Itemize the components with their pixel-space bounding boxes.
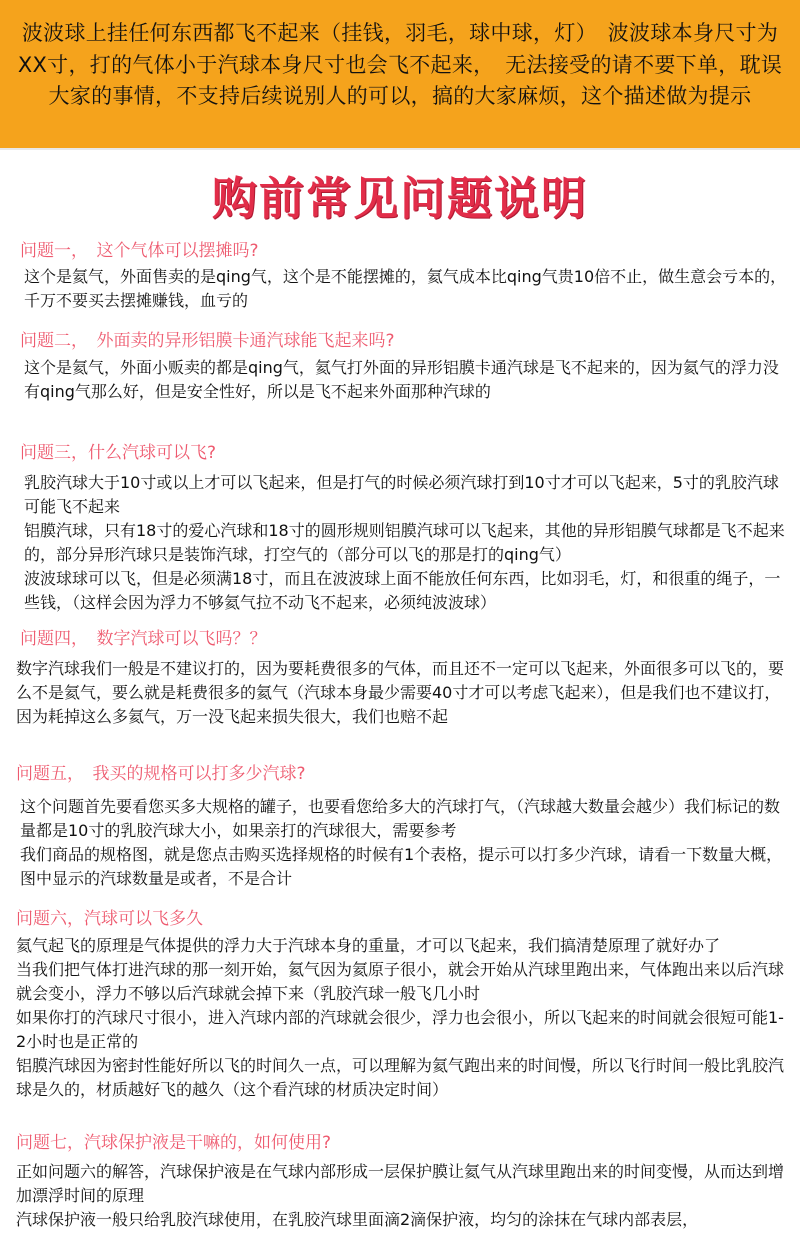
answer-block [24,356,788,404]
answer-paragraph: 波波球球可以飞，但是必须满18寸，而且在波波球上面不能放任何东西，比如羽毛，灯，和很重的绳子，一些钱，（这样会因为浮力不够氦气拉不动飞不起来，必须纯波波球） [24,569,781,612]
question-heading: 问题二， 外面卖的异形铝膜卡通汽球能飞起来吗? [20,331,395,351]
answer-paragraph: 当我们把气体打进汽球的那一刻开始，氦气因为氦原子很小，就会开始从汽球里跑出来，气体跑出来以后汽球就会变小，浮力不够以后汽球就会掉下来（乳胶汽球一般飞几小时 [16,960,785,1003]
answer-paragraph: 氦气起飞的原理是气体提供的浮力大于汽球本身的重量，才可以飞起来，我们搞清楚原理了就好办了 [16,936,721,955]
answer-paragraph: 乳胶汽球大于10寸或以上才可以飞起来，但是打气的时候必须汽球打到10寸才可以飞起来，5寸的乳胶汽球可能飞不起来 [24,473,779,516]
answer-block [16,1160,788,1232]
answer-paragraph: 我们商品的规格图，就是您点击购买选择规格的时候有1个表格，提示可以打多少汽球，请看一下数量大概，图中显示的汽球数量是或者，不是合计 [20,845,783,888]
answer-block [24,471,788,615]
answer-block [20,795,788,891]
page-title: 购前常见问题说明 [211,172,588,225]
warning-banner [0,0,800,148]
question-heading: 问题七，汽球保护液是干嘛的，如何使用? [16,1133,332,1153]
answer-paragraph: 铝膜汽球因为密封性能好所以飞的时间久一点，可以理解为氦气跑出来的时间慢，所以飞行时间一般比乳胶汽球是久的，材质越好飞的越久（这个看汽球的材质决定时间） [16,1056,785,1099]
answer-paragraph: 数字汽球我们一般是不建议打的，因为要耗费很多的气体，而且还不一定可以飞起来，外面很多可以飞的，要么不是氦气，要么就是耗费很多的氦气（汽球本身最少需要40寸才可以考虑飞起来），但是我们也不建议打，因为耗掉这么多氦气，万一没飞起来损失很大，我们也赔不起 [16,659,785,726]
question-heading: 问题一， 这个气体可以摆摊吗? [20,241,259,261]
warning-banner-text: 波波球上挂任何东西都飞不起来（挂钱，羽毛，球中球，灯） 波波球本身尺寸为XX寸，打的气体小于汽球本身尺寸也会飞不起来， 无法接受的请不要下单，耽误大家的事情，不支持后续说别人的可以，搞的大家麻烦，这个描述做为提示 [17,21,783,108]
answer-block [16,934,788,1102]
answer-paragraph: 汽球保护液一般只给乳胶汽球使用，在乳胶汽球里面滴2滴保护液，均匀的涂抹在气球内部表层， [16,1210,699,1229]
answer-paragraph: 如果你打的汽球尺寸很小，进入汽球内部的汽球就会很少，浮力也会很小，所以飞起来的时间就会很短可能1-2小时也是正常的 [16,1008,784,1051]
answer-paragraph: 这个是氦气，外面小贩卖的都是qing气，氦气打外面的异形铝膜卡通汽球是飞不起来的，因为氦气的浮力没有qing气那么好，但是安全性好，所以是飞不起来外面那种汽球的 [24,358,779,401]
answer-block [24,265,788,313]
answer-paragraph: 正如问题六的解答，汽球保护液是在气球内部形成一层保护膜让氦气从汽球里跑出来的时间变慢，从而达到增加漂浮时间的原理 [16,1162,785,1205]
answer-paragraph: 这个是氦气，外面售卖的是qing气，这个是不能摆摊的，氦气成本比qing气贵10倍不止，做生意会亏本的，千万不要买去摆摊赚钱，血亏的 [24,267,787,310]
answer-paragraph: 铝膜汽球，只有18寸的爱心汽球和18寸的圆形规则铝膜汽球可以飞起来，其他的异形铝膜气球都是飞不起来的，部分异形汽球只是装饰汽球，打空气的（部分可以飞的那是打的qing气） [24,521,785,564]
question-heading: 问题四， 数字汽球可以飞吗？？ [20,629,267,649]
answer-paragraph: 这个问题首先要看您买多大规格的罐子，也要看您给多大的汽球打气，（汽球越大数量会越少）我们标记的数量都是10寸的乳胶汽球大小，如果亲打的汽球很大，需要参考 [20,797,781,840]
question-heading: 问题六，汽球可以飞多久 [16,909,203,929]
answer-block [16,657,788,729]
question-heading: 问题三，什么汽球可以飞? [20,443,217,463]
question-heading: 问题五， 我买的规格可以打多少汽球? [16,764,306,784]
divider [0,148,800,150]
